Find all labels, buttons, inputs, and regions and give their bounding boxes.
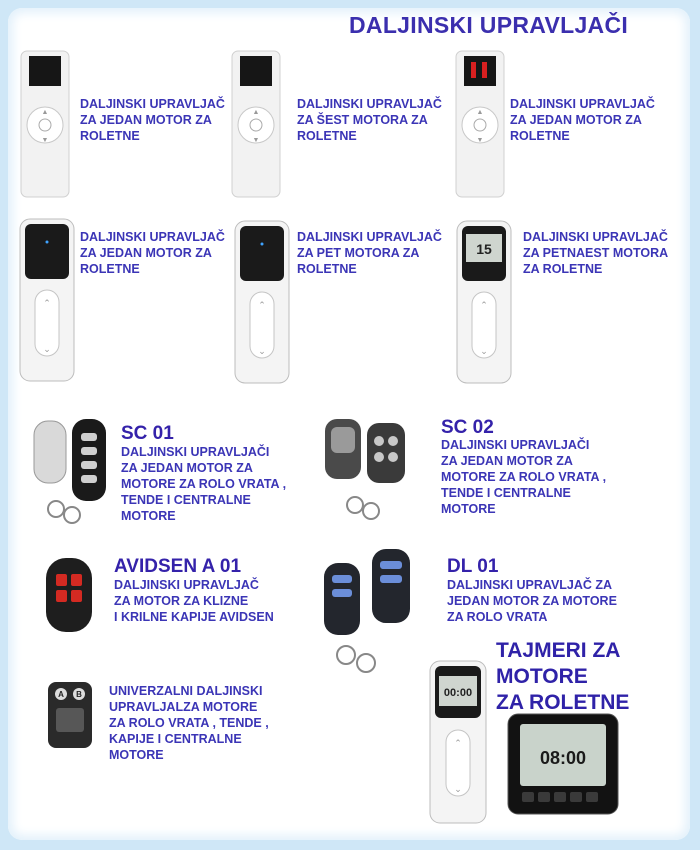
desc-line: ZA JEDAN MOTOR ZA [80,113,212,127]
dl01-model-name: DL 01 [447,556,499,577]
svg-text:▲: ▲ [41,109,49,116]
desc-line: DALJINSKI UPRAVLJAČ [114,578,259,592]
desc-line: I KRILNE KAPIJE AVIDSEN [114,610,274,624]
remote-description-6 [523,229,668,277]
desc-line: ZA PET MOTORA ZA [297,246,420,260]
sc01-keyfob-image [32,415,112,527]
button-label: B [76,690,82,699]
desc-line: ROLETNE [297,262,357,276]
sc02-keyfob-image [323,415,409,525]
desc-line: ZA ROLO VRATA [447,610,548,624]
svg-text:⌄: ⌄ [480,346,488,356]
desc-line: MOTORE [121,509,176,523]
desc-line: ZA JEDAN MOTOR ZA [441,454,573,468]
desc-line: ZA ŠEST MOTORA ZA [297,113,428,127]
desc-line: TENDE I CENTRALNE [441,486,571,500]
timers-heading [496,638,629,716]
svg-text:▲: ▲ [252,109,260,116]
desc-line: MOTORE [109,748,164,762]
desc-line: ZA ROLETNE [523,262,603,276]
universal-description [109,683,269,763]
heading-line: ZA ROLETNE [496,691,630,714]
desc-line: DALJINSKI UPRAVLJAČ [80,230,225,244]
desc-line: KAPIJE I CENTRALNE [109,732,242,746]
dl01-description [447,577,617,625]
desc-line: DALJINSKI UPRAVLJAČ [80,97,225,111]
desc-line: DALJINSKI UPRAVLJAČ [297,230,442,244]
svg-text:⌃: ⌃ [258,300,266,310]
remote-description-4 [80,229,225,277]
svg-text:⌄: ⌄ [258,346,266,356]
sc01-description [121,444,286,524]
desc-line: ZA JEDAN MOTOR ZA [80,246,212,260]
desc-line: ROLETNE [80,129,140,143]
avidsen-model-name: AVIDSEN A 01 [114,556,242,577]
desc-line: DALJINSKI UPRAVLJAČ [297,97,442,111]
desc-line: ZA JEDAN MOTOR ZA [121,461,253,475]
desc-line: UPRAVLJALZA MOTORE [109,700,258,714]
desc-line: ROLETNE [80,262,140,276]
desc-line: DALJINSKI UPRAVLJAČ ZA [447,578,613,592]
sc02-description [441,437,606,517]
desc-line: ZA JEDAN MOTOR ZA [510,113,642,127]
desc-line: ROLETNE [510,129,570,143]
button-label: A [58,690,64,699]
svg-text:⌄: ⌄ [454,784,462,794]
remote-image-5 [234,220,292,386]
remote-description-2 [297,96,442,144]
remote-image-3 [455,50,507,200]
svg-text:⌃: ⌃ [43,298,51,308]
svg-text:▼: ▼ [252,137,260,144]
universal-remote-image [46,680,94,750]
svg-text:▼: ▼ [476,137,484,144]
desc-line: MOTORE [441,502,496,516]
desc-line: JEDAN MOTOR ZA MOTORE [447,594,617,608]
timer-panel-image [506,712,620,816]
remote-image-6 [456,220,514,386]
sc01-model-name: SC 01 [121,423,174,444]
remote-image-1 [20,50,72,200]
svg-text:▼: ▼ [41,137,49,144]
heading-line: MOTORE [496,665,588,688]
page-title: DALJINSKI UPRAVLJAČI [349,12,629,38]
desc-line: UNIVERZALNI DALJINSKI [109,684,263,698]
remote-image-4 [19,218,77,384]
desc-line: TENDE I CENTRALNE [121,493,251,507]
display-readout: 08:00 [539,748,587,768]
timer-remote-image [429,660,489,826]
desc-line: ROLETNE [297,129,357,143]
svg-text:⌃: ⌃ [454,738,462,748]
dl01-keyfob-image [320,545,416,677]
desc-line: ZA MOTOR ZA KLIZNE [114,594,249,608]
heading-line: TAJMERI ZA [496,639,621,662]
desc-line: DALJINSKI UPRAVLJAČI [121,445,270,459]
display-readout: 00:00 [443,687,473,699]
svg-text:⌃: ⌃ [480,300,488,310]
remote-description-1 [80,96,225,144]
avidsen-description [114,577,274,625]
display-readout: 15 [476,241,492,257]
remote-description-3 [510,96,655,144]
svg-text:⌄: ⌄ [43,344,51,354]
remote-description-5 [297,229,442,277]
desc-line: DALJINSKI UPRAVLJAČI [441,438,590,452]
desc-line: MOTORE ZA ROLO VRATA , [441,470,607,484]
desc-line: DALJINSKI UPRAVLJAČ [523,230,668,244]
desc-line: ZA PETNAEST MOTORA [523,246,669,260]
desc-line: DALJINSKI UPRAVLJAČ [510,97,655,111]
desc-line: MOTORE ZA ROLO VRATA , [121,477,287,491]
avidsen-keyfob-image [44,556,96,636]
desc-line: ZA ROLO VRATA , TENDE , [109,716,269,730]
remote-image-2 [231,50,283,200]
svg-text:▲: ▲ [476,109,484,116]
sc02-model-name: SC 02 [441,417,494,438]
